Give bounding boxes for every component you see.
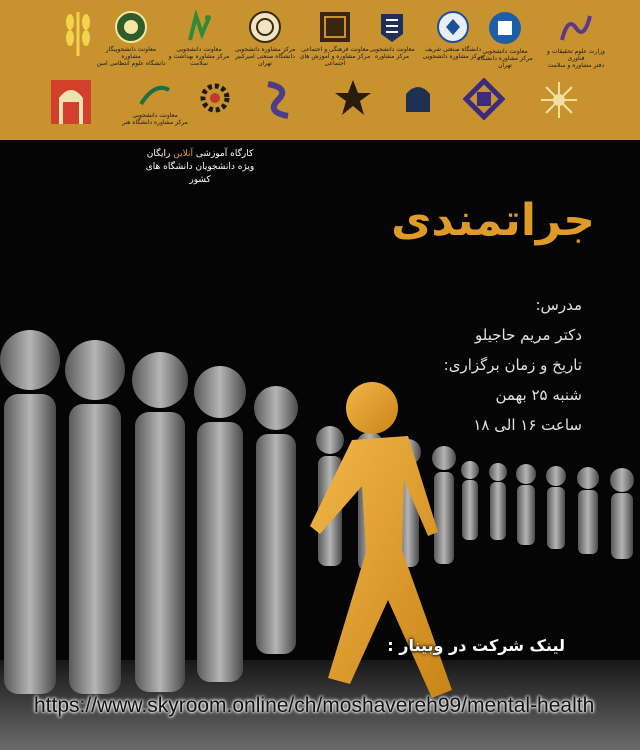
logo-caption: معاونت دانشجویی مرکز مشاوره	[369, 46, 415, 60]
webinar-link[interactable]: https://www.skyroom.online/ch/moshavereh99/mental-health	[34, 694, 595, 717]
logo-caption: معاونت دانشجوپیگار مشاوره دانشگاه علوم انتظامی امین	[96, 46, 166, 67]
health-ministry-icon	[164, 10, 234, 67]
university-emblem-icon	[360, 10, 424, 60]
tehran-university-icon	[470, 10, 540, 69]
workshop-online: آنلاین	[173, 149, 194, 159]
event-date: شنبه ۲۵ بهمن	[495, 386, 582, 404]
art-university-icon	[120, 80, 190, 126]
workshop-prefix: کارگاه آموزشی	[195, 149, 254, 159]
datetime-label: تاریخ و زمان برگزاری:	[443, 356, 582, 374]
amirkabir-logo-icon	[230, 10, 300, 67]
science-ministry-icon	[538, 10, 614, 69]
instructor-label: مدرس:	[535, 296, 582, 314]
workshop-line1	[140, 148, 260, 161]
gear-emblem-icon	[190, 80, 240, 116]
sunburst-emblem-icon	[534, 80, 584, 120]
page-title: جراتمندی	[391, 195, 595, 246]
logo-caption: معاونت دانشجویی مرکز مشاوره دانشگاه تهران	[477, 48, 533, 69]
workshop-caption	[140, 148, 260, 187]
purple-knot-icon	[256, 78, 300, 122]
logo-caption: معاونت دانشجویی مرکز مشاوره بهداشت و سلامت	[168, 46, 230, 67]
logo-caption: معاونت فرهنگی و اجتماعی مرکز مشاوره و آموزش های اجتماعی	[299, 46, 371, 67]
purple-geometric-icon	[462, 78, 506, 120]
arch-building-icon	[46, 72, 96, 132]
logo-caption: دانشگاه صنعتی شریف مرکز مشاوره دانشجویی	[422, 46, 484, 60]
join-label: لینک شرکت در وبینار :	[387, 636, 565, 655]
police-emblem-icon	[96, 10, 166, 67]
event-info	[444, 290, 582, 440]
star-emblem-icon	[328, 78, 378, 118]
logo-band	[0, 0, 640, 140]
workshop-free: رایگان	[146, 149, 171, 159]
logo-caption: وزارت علوم تحقیقات و فناوری دفتر مشاوره و سلامت	[547, 48, 605, 69]
instructor-name: دکتر مریم حاجیلو	[475, 326, 582, 344]
event-time: ساعت ۱۶ الی ۱۸	[473, 416, 582, 434]
wheat-emblem-icon	[58, 10, 98, 58]
logo-caption: معاونت دانشجویی مرکز مشاوره دانشگاه هنر	[122, 112, 188, 126]
logo-caption: مرکز مشاوره دانشجویی دانشگاه صنعتی امیرکبیر تهران	[234, 46, 296, 67]
workshop-audience: ویژه دانشجویان دانشگاه های کشور	[145, 162, 255, 185]
mosque-building-icon	[396, 80, 440, 116]
